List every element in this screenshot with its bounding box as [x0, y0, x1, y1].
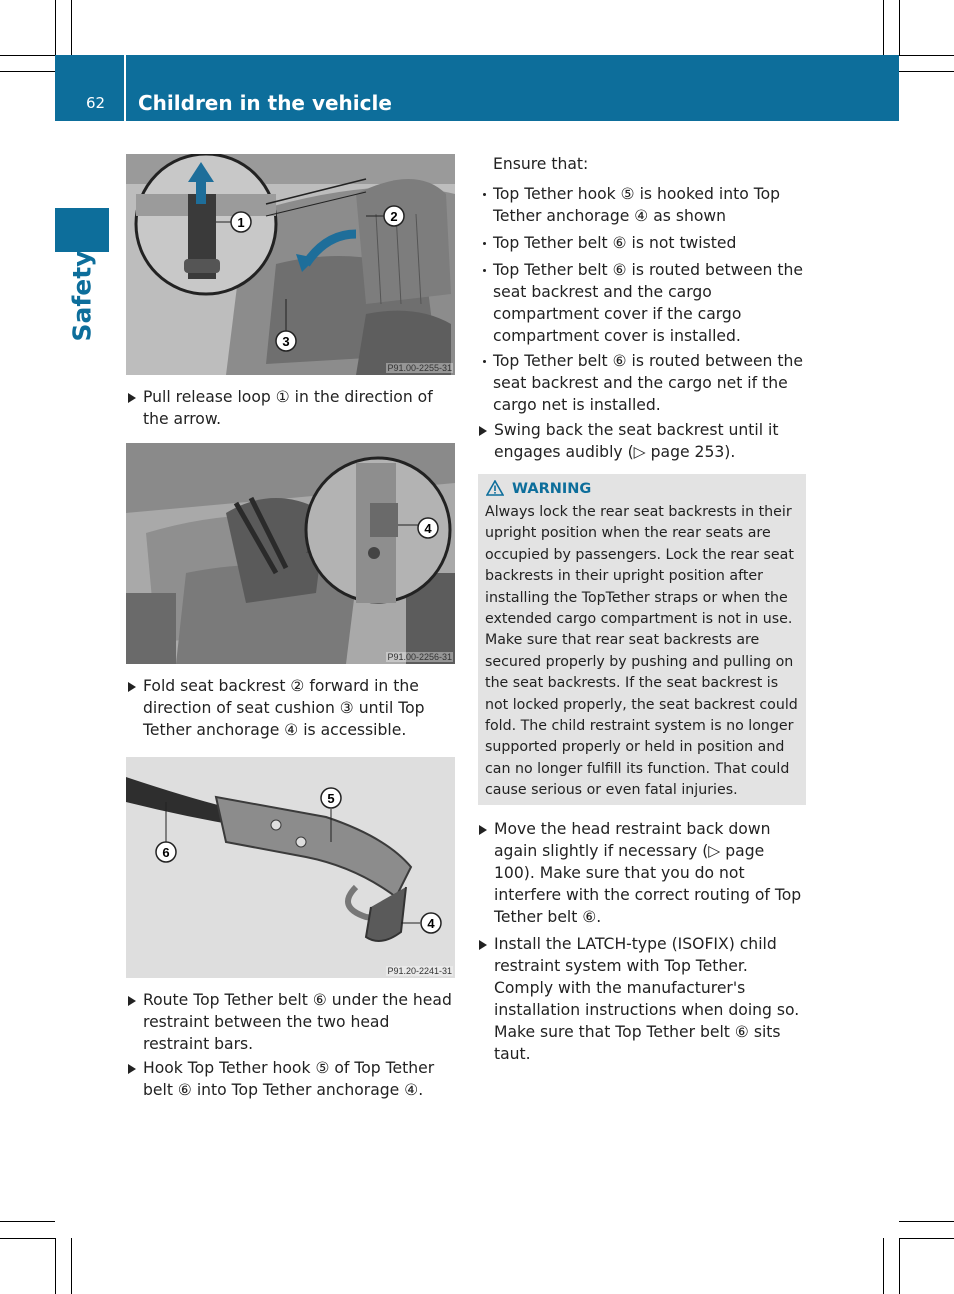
seat-illustration-1 [126, 154, 455, 375]
step-arrow-icon [479, 426, 487, 436]
step-arrow-icon [128, 996, 136, 1006]
instruction-step [477, 933, 809, 1065]
instruction-block [126, 386, 458, 430]
warning-text: Always lock the rear seat backrests in their upright position when the rear seats are occupied by passengers. Lock the rear seat backrests in their upright position after installing the TopTether straps or when the extended cargo compartment is not in use. Make sure that rear seat backrests are secured properly by pushing and pulling on the seat backrests. If the seat backrest is not locked properly, the seat backrest could fold. The child restraint system is no longer supported properly or held in position and can no longer fulfill its function. That could cause serious or even fatal injuries. [485, 504, 798, 799]
seat-illustration-2 [126, 443, 455, 664]
crop-mark [883, 1238, 884, 1294]
warning-triangle-icon [486, 480, 504, 496]
figure-release-loop [126, 154, 455, 375]
hook-illustration [126, 757, 455, 978]
crop-mark [71, 1238, 72, 1294]
ensure-block [477, 153, 809, 463]
instruction-step [126, 675, 458, 741]
instruction-step [126, 1057, 458, 1101]
callout-4: 4 [427, 916, 435, 931]
warning-box [478, 474, 806, 805]
step-text: Hook Top Tether hook ⑤ of Top Tether belt ⑥ into Top Tether anchorage ④. [143, 1059, 435, 1099]
step-text: Fold seat backrest ② forward in the direction of seat cushion ③ until Top Tether anchorage ④ is accessible. [143, 677, 425, 739]
instruction-block [126, 989, 458, 1101]
callout-4: 4 [424, 521, 432, 536]
crop-mark [55, 0, 56, 55]
crop-mark [899, 0, 900, 55]
check-item [477, 183, 809, 227]
instruction-step [126, 989, 458, 1055]
step-arrow-icon [479, 825, 487, 835]
bullet-dot [483, 360, 486, 363]
check-item [477, 350, 809, 416]
crop-mark [899, 1221, 954, 1222]
figure-reference: P91.00-2255-31 [387, 363, 452, 373]
crop-mark [899, 1238, 954, 1239]
step-arrow-icon [128, 1064, 136, 1074]
step-text: Route Top Tether belt ⑥ under the head restraint between the two head restraint bars. [143, 991, 452, 1053]
check-item [477, 259, 809, 347]
instruction-step [477, 419, 809, 463]
header-separator [124, 55, 126, 121]
callout-3: 3 [282, 334, 290, 349]
crop-mark [0, 1221, 55, 1222]
step-text: Move the head restraint back down again slightly if necessary (▷ page 100). Make sure that you do not interfere with the correct routing of Top Tether belt ⑥. [494, 820, 802, 926]
figure-tether-hook [126, 757, 455, 978]
side-tab-marker [55, 208, 109, 252]
step-arrow-icon [128, 682, 136, 692]
bullet-dot [483, 269, 486, 272]
crop-mark [0, 55, 55, 56]
check-text: Top Tether hook ⑤ is hooked into Top Tether anchorage ④ as shown [493, 185, 781, 225]
check-item [477, 232, 809, 254]
check-text: Top Tether belt ⑥ is routed between the seat backrest and the cargo net if the cargo net is installed. [493, 352, 803, 414]
step-text: Swing back the seat backrest until it engages audibly (▷ page 253). [494, 421, 779, 461]
crop-mark [55, 1238, 56, 1294]
callout-5: 5 [327, 791, 335, 806]
ensure-intro: Ensure that: [493, 155, 589, 173]
side-tab-label: Safety [67, 250, 97, 342]
step-text: Pull release loop ① in the direction of the arrow. [143, 388, 433, 428]
crop-mark [883, 0, 884, 55]
crop-mark [899, 55, 954, 56]
callout-2: 2 [390, 209, 398, 224]
instruction-block [477, 818, 809, 1065]
warning-title [486, 478, 591, 500]
callout-1: 1 [237, 215, 245, 230]
check-text: Top Tether belt ⑥ is not twisted [493, 234, 737, 252]
bullet-dot [483, 193, 486, 196]
crop-mark [899, 1238, 900, 1294]
crop-mark [0, 71, 55, 72]
warning-title-text: WARNING [512, 481, 592, 497]
figure-fold-backrest [126, 443, 455, 664]
callout-6: 6 [162, 845, 170, 860]
instruction-step [126, 386, 458, 430]
step-text: Install the LATCH-type (ISOFIX) child restraint system with Top Tether. Comply with the manufacturer's installation instructions when doing so. Make sure that Top Tether belt ⑥ sits taut. [494, 935, 800, 1063]
page-number: 62 [86, 94, 106, 112]
figure-reference: P91.00-2256-31 [387, 652, 452, 662]
crop-mark [71, 0, 72, 55]
instruction-step [477, 818, 809, 928]
instruction-block [126, 675, 458, 741]
section-title: Children in the vehicle [138, 91, 392, 115]
step-arrow-icon [479, 940, 487, 950]
step-arrow-icon [128, 393, 136, 403]
bullet-dot [483, 242, 486, 245]
crop-mark [0, 1238, 55, 1239]
figure-reference: P91.20-2241-31 [387, 966, 452, 976]
crop-mark [899, 71, 954, 72]
check-text: Top Tether belt ⑥ is routed between the seat backrest and the cargo compartment cover if the cargo compartment cover is installed. [493, 261, 803, 345]
